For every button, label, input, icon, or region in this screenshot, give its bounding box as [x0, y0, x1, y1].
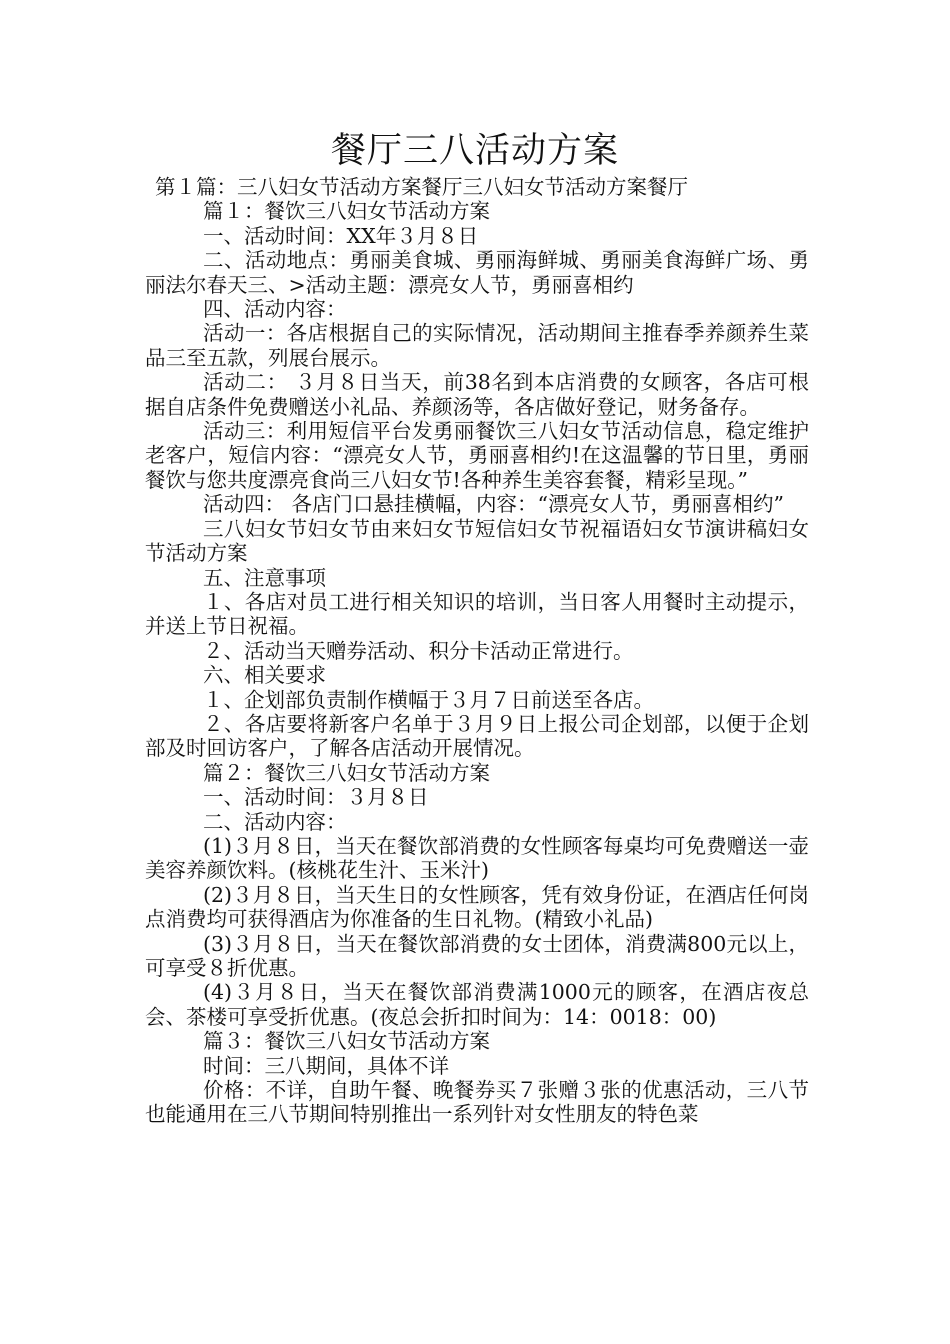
paragraph-note-one: １、各店对员工进行相关知识的培训，当日客人用餐时主动提示，并送上节日祝福。 [145, 589, 809, 639]
paragraph-activity-location: 二、活动地点：勇丽美食城、勇丽海鲜城、勇丽美食海鲜广场、勇丽法尔春天三、>活动主题：漂亮女人节，勇丽喜相约 [145, 248, 809, 297]
paragraph-item-4: (4)３月８日，当天在餐饮部消费满1000元的顾客，在酒店夜总会、茶楼可享受折优惠。(夜总会折扣时间为：14：0018：00) [145, 980, 809, 1029]
paragraph-note-two: ２、活动当天赠券活动、积分卡活动正常进行。 [203, 638, 634, 663]
paragraph-activity-time: 一、活动时间：XX年３月８日 [203, 223, 479, 248]
paragraph-section-3-title: 篇３：餐饮三八妇女节活动方案 [203, 1029, 490, 1054]
paragraph-activity-three: 活动三：利用短信平台发勇丽餐饮三八妇女节活动信息，稳定维护老客户，短信内容：“漂亮女人节，勇丽喜相约!在这温馨的节日里，勇丽餐饮与您共度漂亮食尚三八妇女节!各种养生美容套餐，精彩呈现。” [145, 419, 809, 492]
paragraph-related-topics: 三八妇女节妇女节由来妇女节短信妇女节祝福语妇女节演讲稿妇女节活动方案 [145, 516, 809, 566]
document-title: 餐厅三八活动方案 [330, 131, 619, 171]
paragraph-chapter-heading: 第１篇：三八妇女节活动方案餐厅三八妇女节活动方案餐厅 [155, 175, 688, 199]
paragraph-activity-content-heading: 四、活动内容： [203, 297, 347, 322]
paragraph-requirement-one: １、企划部负责制作横幅于３月７日前送至各店。 [203, 687, 654, 712]
paragraph-section-2-content-heading: 二、活动内容： [203, 809, 347, 834]
paragraph-requirements-heading: 六、相关要求 [203, 663, 326, 688]
paragraph-notes-heading: 五、注意事项 [203, 565, 326, 590]
paragraph-item-1: (1)３月８日，当天在餐饮部消费的女性顾客每桌均可免费赠送一壶美容养颜饮料。(核桃花生汁、玉米汁) [145, 833, 809, 883]
paragraph-requirement-two: ２、各店要将新客户名单于３月９日上报公司企划部，以便于企划部及时回访客户，了解各店活动开展情况。 [145, 711, 809, 761]
paragraph-section-2-title: 篇２：餐饮三八妇女节活动方案 [203, 760, 490, 785]
paragraph-activity-one: 活动一：各店根据自己的实际情况，活动期间主推春季养颜养生菜品三至五款，列展台展示。 [145, 321, 809, 370]
paragraph-item-3: (3)３月８日，当天在餐饮部消费的女士团体，消费满800元以上，可享受８折优惠。 [145, 931, 809, 980]
document-body [145, 175, 809, 1127]
paragraph-section-3-price: 价格：不详，自助午餐、晚餐券买７张赠３张的优惠活动，三八节也能通用在三八节期间特别推出一系列针对女性朋友的特色菜 [145, 1078, 809, 1127]
paragraph-item-2: (2)３月８日，当天生日的女性顾客，凭有效身份证，在酒店任何岗点消费均可获得酒店为你准备的生日礼物。(精致小礼品) [145, 882, 809, 932]
paragraph-section-3-time: 时间：三八期间，具体不详 [203, 1053, 449, 1078]
paragraph-section-2-time: 一、活动时间：３月８日 [203, 785, 429, 810]
paragraph-activity-two: 活动二： ３月８日当天，前38名到本店消费的女顾客，各店可根据自店条件免费赠送小礼品、养颜汤等，各店做好登记，财务备存。 [145, 370, 809, 419]
paragraph-activity-four: 活动四： 各店门口悬挂横幅，内容：“漂亮女人节，勇丽喜相约” [203, 492, 784, 517]
paragraph-section-1-title: 篇１：餐饮三八妇女节活动方案 [203, 199, 490, 224]
